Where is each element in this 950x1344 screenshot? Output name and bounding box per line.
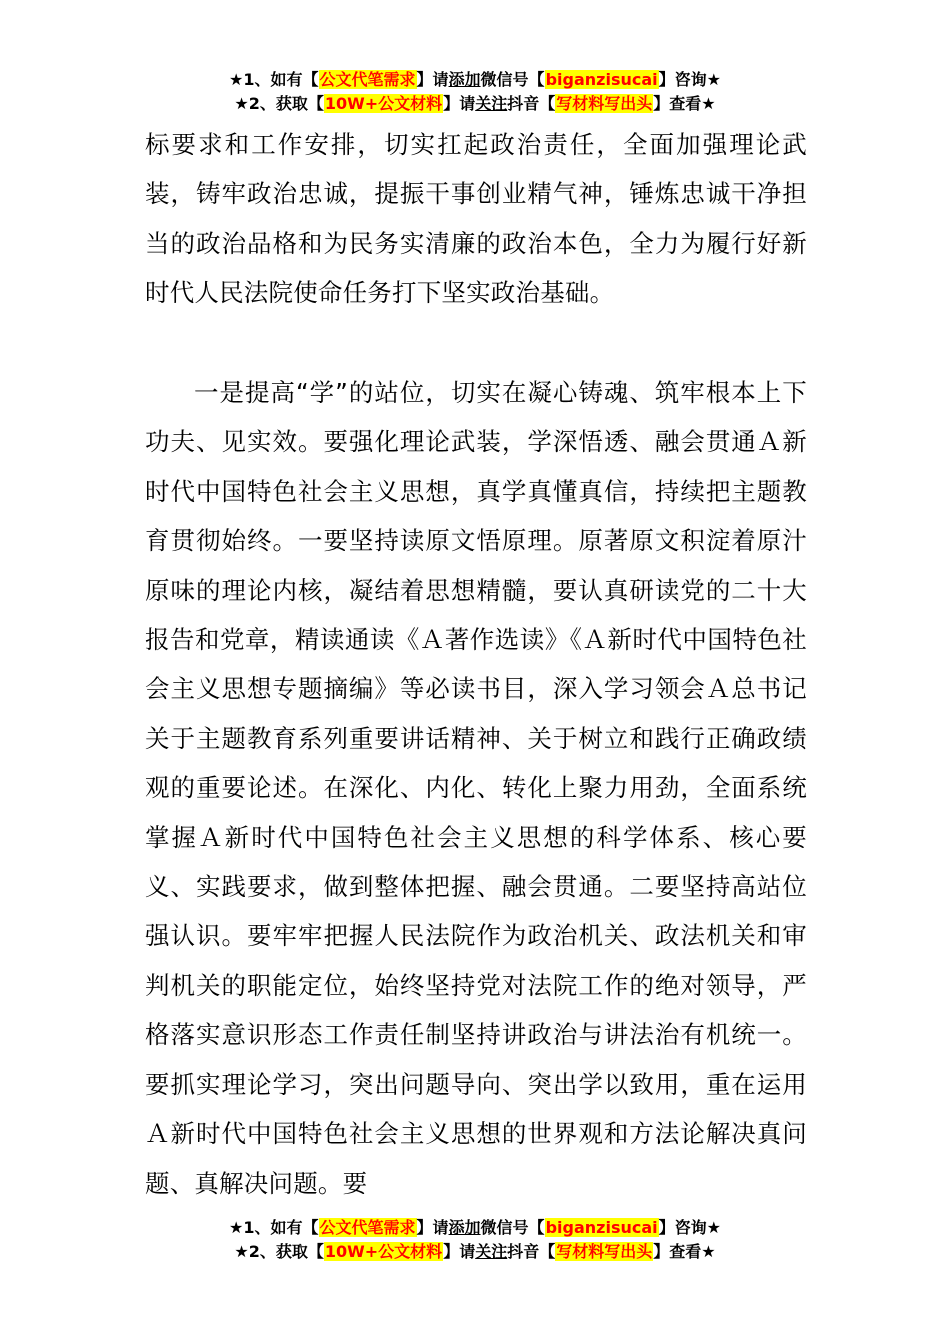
highlight-douyin-account: 写材料写出头 xyxy=(556,94,653,113)
highlight-service: 公文代笔需求 xyxy=(319,70,416,89)
highlight-wechat-id: biganzisucai xyxy=(545,1218,658,1237)
highlight-wechat-id: biganzisucai xyxy=(545,70,658,89)
bottom-banner xyxy=(0,1216,950,1264)
paragraph-2-text: 一是提高“学”的站位，切实在凝心铸魂、筑牢根本上下功夫、见实效。要强化理论武装，学深悟透、融会贯通Ａ新时代中国特色社会主义思想，真学真懂真信，持续把主题教育贯彻始终。一要坚持读原文悟原理。原著原文积淀着原汁原味的理论内核，凝结着思想精髓，要认真研读党的二十大报告和党章，精读通读《Ａ著作选读》《Ａ新时代中国特色社会主义思想专题摘编》等必读书目，深入学习领会Ａ总书记关于主题教育系列重要讲话精神、关于树立和践行正确政绩观的重要论述。在深化、内化、转化上聚力用劲，全面系统掌握Ａ新时代中国特色社会主义思想的科学体系、核心要义、实践要求，做到整体把握、融会贯通。二要坚持高站位强认识。要牢牢把握人民法院作为政治机关、政法机关和审判机关的职能定位，始终坚持党对法院工作的绝对领导，严格落实意识形态工作责任制坚持讲政治与讲法治有机统一。要抓实理论学习，突出问题导向、突出学以致用，重在运用Ａ新时代中国特色社会主义思想的世界观和方法论解决真问题、真解决问题。要 xyxy=(145,378,807,1198)
banner-line-1-bottom: ★1、如有【公文代笔需求】请添加微信号【biganzisucai】咨询★ xyxy=(229,1218,721,1237)
top-banner xyxy=(0,68,950,116)
paragraph-main xyxy=(145,368,807,1208)
highlight-materials: 10W+公文材料 xyxy=(324,1242,443,1261)
paragraph-continued xyxy=(145,120,807,318)
paragraph-1-text: 标要求和工作安排，切实扛起政治责任，全面加强理论武装，铸牢政治忠诚，提振干事创业精气神，锤炼忠诚干净担当的政治品格和为民务实清廉的政治本色，全力为履行好新时代人民法院使命任务打下坚实政治基础。 xyxy=(145,130,807,308)
highlight-service: 公文代笔需求 xyxy=(319,1218,416,1237)
banner-line-2-bottom: ★2、获取【10W+公文材料】请关注抖音【写材料写出头】查看★ xyxy=(234,1242,716,1261)
banner-line-2: ★2、获取【10W+公文材料】请关注抖音【写材料写出头】查看★ xyxy=(234,94,716,113)
highlight-materials: 10W+公文材料 xyxy=(324,94,443,113)
banner-line-1: ★1、如有【公文代笔需求】请添加微信号【biganzisucai】咨询★ xyxy=(229,70,721,89)
highlight-douyin-account: 写材料写出头 xyxy=(556,1242,653,1261)
